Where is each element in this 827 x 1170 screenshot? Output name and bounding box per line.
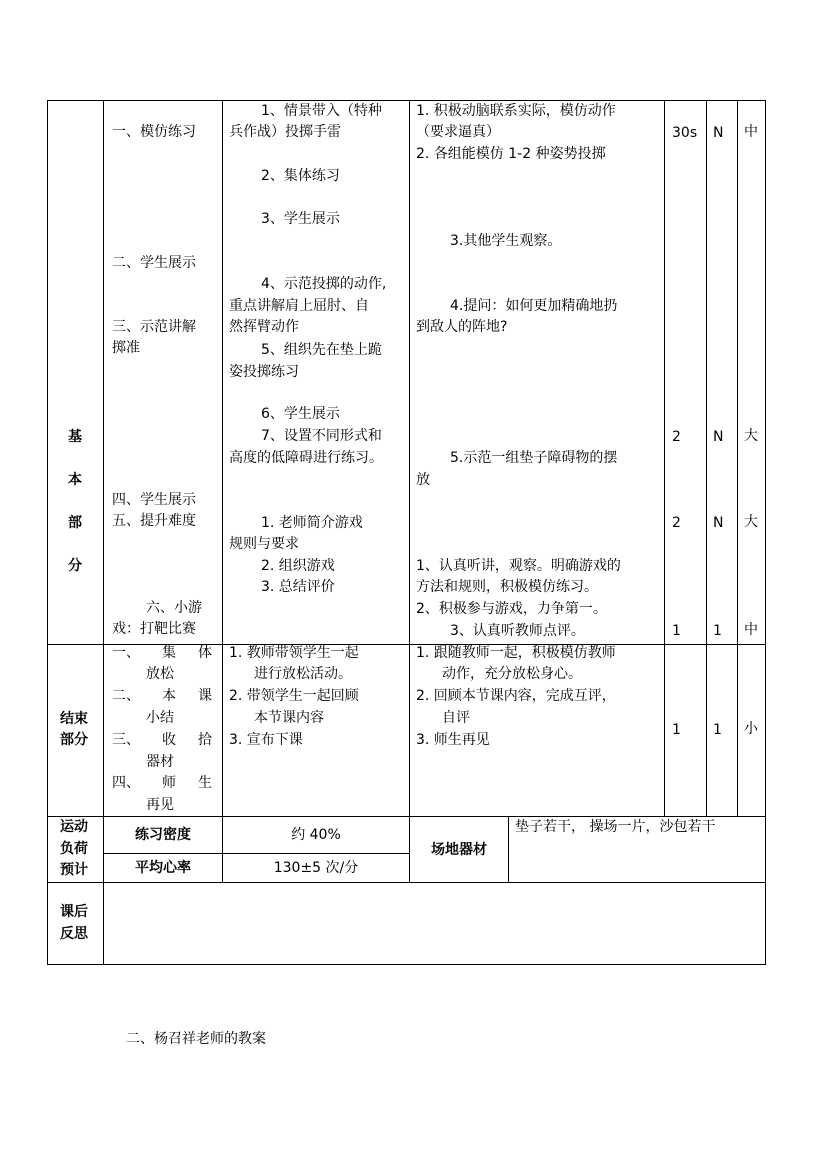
count-value: N	[713, 515, 724, 531]
load-value: 中	[744, 622, 758, 638]
end-teacher-activity: 本节课内容	[254, 710, 324, 726]
count-value: 1	[713, 623, 722, 639]
end-step-word: 拾	[198, 732, 212, 748]
heart-rate-value: 130±5 次/分	[273, 860, 359, 876]
section-label-load: 运动	[60, 819, 88, 835]
venue-label: 场地器材	[431, 842, 487, 858]
step-item: 四、学生展示	[112, 492, 196, 508]
student-activity: （要求逼真）	[416, 124, 500, 140]
end-student-activity: 1. 跟随教师一起，积极模仿教师	[416, 645, 616, 661]
teacher-activity: 3. 总结评价	[261, 579, 335, 595]
footer-caption: 二、杨召祥老师的教案	[126, 1031, 266, 1047]
time-value: 2	[672, 515, 681, 531]
end-step-word: 课	[198, 688, 212, 704]
section-label-basic: 本	[68, 472, 82, 488]
end-step-item	[112, 643, 212, 664]
end-step-prefix: 三、	[112, 732, 140, 748]
section-label-end: 结束	[60, 711, 88, 727]
end-step-word: 师	[162, 775, 176, 791]
col-divider	[222, 100, 223, 882]
section-label-reflection: 课后	[60, 904, 88, 920]
teacher-activity: 重点讲解肩上屈肘、自	[229, 298, 369, 314]
end-student-activity: 自评	[442, 710, 470, 726]
teacher-activity: 1. 老师简介游戏	[261, 515, 363, 531]
col-divider	[706, 100, 707, 816]
row-divider	[103, 853, 409, 854]
density-label: 练习密度	[135, 827, 191, 843]
end-teacher-activity: 进行放松活动。	[254, 666, 352, 682]
end-student-activity: 动作，充分放松身心。	[442, 666, 582, 682]
count-value: N	[713, 125, 724, 141]
teacher-activity: 姿投掷练习	[229, 364, 299, 380]
section-label-end: 部分	[60, 732, 88, 748]
load-value: 大	[744, 428, 758, 444]
time-value: 2	[672, 429, 681, 445]
section-label-reflection: 反思	[60, 926, 88, 942]
teacher-activity: 规则与要求	[229, 536, 299, 552]
end-load-value: 小	[744, 721, 758, 737]
end-step-word: 收	[162, 732, 176, 748]
step-item: 戏：打靶比赛	[112, 621, 196, 637]
load-value: 中	[744, 124, 758, 140]
student-activity: 1. 积极动脑联系实际，模仿动作	[416, 103, 616, 119]
student-activity: 方法和规则，积极模仿练习。	[416, 579, 598, 595]
teacher-activity: 5、组织先在垫上跪	[261, 342, 382, 358]
end-teacher-activity: 3. 宣布下课	[229, 732, 303, 748]
student-activity: 放	[416, 472, 430, 488]
step-item: 六、小游	[146, 600, 202, 616]
step-item: 五、提升难度	[112, 513, 196, 529]
step-item: 掷准	[112, 340, 140, 356]
end-step-word: 本	[162, 688, 176, 704]
end-step-item: 小结	[146, 710, 174, 726]
time-value: 1	[672, 623, 681, 639]
teacher-activity: 6、学生展示	[261, 406, 340, 422]
end-student-activity: 2. 回顾本节课内容，完成互评，	[416, 688, 616, 704]
section-label-load: 预计	[60, 862, 88, 878]
step-item: 一、模仿练习	[112, 124, 196, 140]
end-step-item	[112, 730, 212, 751]
end-step-item: 放松	[146, 666, 174, 682]
teacher-activity: 1、情景带入（特种	[261, 103, 382, 119]
venue-value: 垫子若干， 操场一片，沙包若干	[515, 819, 716, 835]
col-divider	[737, 100, 738, 816]
teacher-activity: 高度的低障碍进行练习。	[229, 450, 383, 466]
end-teacher-activity: 1. 教师带领学生一起	[229, 645, 359, 661]
load-value: 大	[744, 514, 758, 530]
step-item: 二、学生展示	[112, 255, 196, 271]
end-teacher-activity: 2. 带领学生一起回顾	[229, 688, 359, 704]
end-step-item	[112, 773, 212, 794]
student-activity: 3、认真听教师点评。	[450, 623, 585, 639]
end-step-prefix: 四、	[112, 775, 140, 791]
end-step-prefix: 二、	[112, 688, 140, 704]
end-step-word: 集	[162, 645, 176, 661]
end-step-word: 体	[198, 645, 212, 661]
teacher-activity: 3、学生展示	[261, 211, 340, 227]
density-value: 约 40%	[291, 827, 341, 843]
student-activity: 3.其他学生观察。	[450, 233, 562, 249]
time-value: 30s	[672, 125, 698, 141]
end-time-value: 1	[672, 722, 681, 738]
section-label-basic: 部	[68, 515, 82, 531]
student-activity: 1、认真听讲，观察。明确游戏的	[416, 558, 621, 574]
end-step-item: 器材	[146, 754, 174, 770]
step-item: 三、示范讲解	[112, 319, 196, 335]
section-label-basic: 分	[68, 558, 82, 574]
section-label-basic: 基	[68, 429, 82, 445]
teacher-activity: 兵作战）投掷手雷	[229, 124, 341, 140]
end-step-item: 再见	[146, 797, 174, 813]
teacher-activity: 然挥臂动作	[229, 319, 299, 335]
teacher-activity: 2. 组织游戏	[261, 558, 335, 574]
student-activity: 5.示范一组垫子障碍物的摆	[450, 450, 618, 466]
teacher-activity: 2、集体练习	[261, 168, 340, 184]
student-activity: 到敌人的阵地?	[416, 319, 508, 335]
student-activity: 2、积极参与游戏，力争第一。	[416, 601, 607, 617]
end-count-value: 1	[713, 722, 722, 738]
teacher-activity: 4、示范投掷的动作,	[261, 276, 387, 292]
end-step-word: 生	[198, 775, 212, 791]
end-student-activity: 3. 师生再见	[416, 732, 490, 748]
end-step-item	[112, 686, 212, 707]
count-value: N	[713, 429, 724, 445]
col-divider	[409, 100, 410, 882]
col-divider	[664, 100, 665, 816]
row-divider	[47, 882, 766, 883]
section-label-load: 负荷	[60, 841, 88, 857]
col-divider	[508, 816, 509, 882]
student-activity: 2. 各组能模仿 1-2 种姿势投掷	[416, 146, 606, 162]
teacher-activity: 7、设置不同形式和	[261, 428, 382, 444]
end-step-prefix: 一、	[112, 645, 140, 661]
student-activity: 4.提问：如何更加精确地扔	[450, 298, 618, 314]
heart-rate-label: 平均心率	[135, 860, 191, 876]
